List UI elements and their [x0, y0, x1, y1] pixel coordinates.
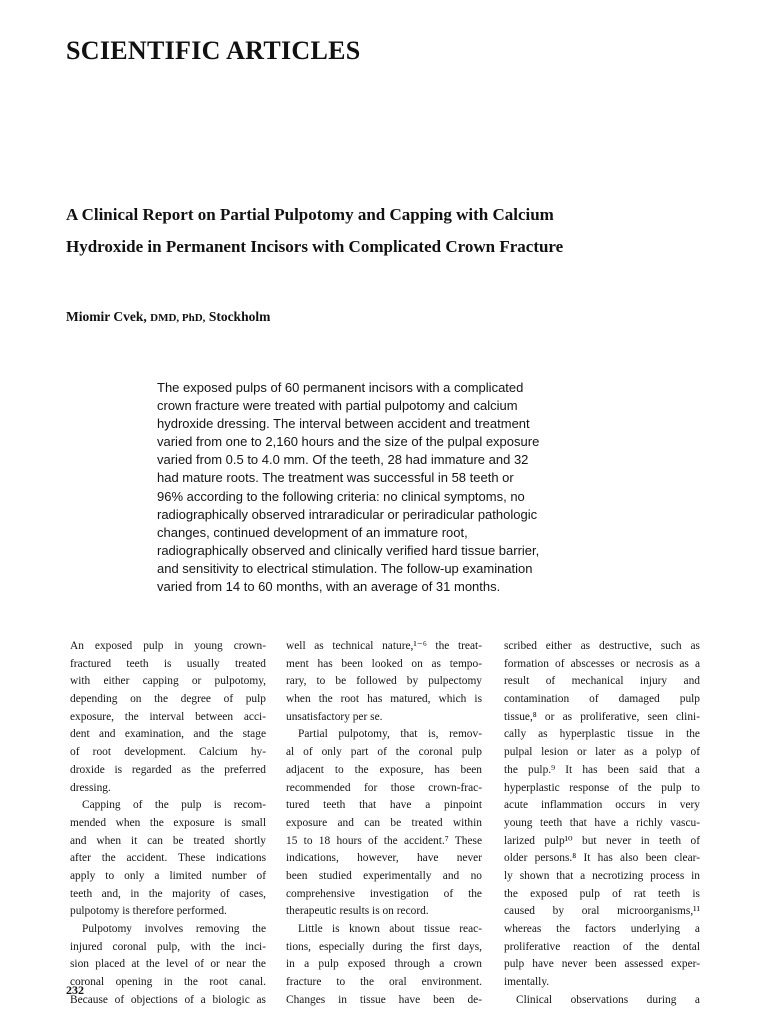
body-line: dent and examination, and the stage — [70, 728, 266, 741]
body-line: Because of objections of a biologic as — [70, 993, 266, 1006]
body-line: the pulp.⁹ It has been said that a — [504, 763, 700, 776]
body-line: apply to only a limited number of — [70, 869, 266, 882]
body-line: injured coronal pulp, with the inci- — [70, 940, 266, 953]
author-degrees: DMD, PhD, — [150, 312, 206, 324]
body-line: tissue,⁸ or as proliferative, seen clini- — [504, 710, 700, 723]
body-line: Little is known about tissue reac- — [298, 923, 482, 935]
body-line: pulpal lesion or later as a polyp of — [504, 746, 700, 759]
body-line: of root development. Calcium hy- — [70, 746, 266, 759]
abstract-line: varied from one to 2,160 hours and the size of the pulpal exposure — [157, 434, 540, 450]
body-line: formation of abscesses or necrosis as a — [504, 657, 700, 670]
abstract-line: The exposed pulps of 60 permanent incisors with a complicated — [157, 380, 524, 395]
body-column-3 — [504, 638, 700, 1009]
body-line: dressing. — [70, 781, 111, 794]
author-name: Miomir Cvek, — [66, 309, 147, 324]
body-line: recommended for those crown-frac- — [286, 781, 482, 794]
body-column-2 — [286, 638, 482, 1009]
body-line: fracture to the oral environment. — [286, 976, 482, 989]
body-line: depending on the degree of pulp — [70, 693, 266, 706]
body-line: pulpotomy is therefore performed. — [70, 905, 227, 918]
abstract-line: radiographically observed and clinically verified hard tissue barrier, — [157, 542, 540, 558]
body-line: in a pulp exposed through a crown — [286, 958, 482, 971]
body-line: Clinical observations during a — [516, 993, 700, 1006]
body-line: larized pulp¹⁰ but never in teeth of — [504, 834, 700, 847]
body-line: tured teeth that have a pinpoint — [286, 799, 482, 812]
body-line: pulp have never been assessed exper- — [504, 958, 700, 971]
body-line: young teeth that have a richly vascu- — [504, 816, 700, 829]
body-line: caused by oral microorganisms,¹¹ — [504, 905, 700, 918]
body-line: scribed either as destructive, such as — [504, 640, 700, 652]
body-line: hyperplastic response of the pulp to — [504, 781, 700, 794]
body-line: unsatisfactory per se. — [286, 710, 383, 723]
body-line: comprehensive investigation of the — [286, 887, 482, 900]
body-line: al of only part of the coronal pulp — [286, 746, 482, 759]
body-line: Pulpotomy involves removing the — [82, 923, 266, 935]
abstract-line: had mature roots. The treatment was successful in 58 teeth or — [157, 470, 514, 486]
body-line: exposure, the interval between acci- — [70, 710, 266, 723]
body-line: when the root has matured, which is — [286, 693, 482, 706]
author-city: Stockholm — [208, 309, 271, 324]
body-line: Partial pulpotomy, that is, remov- — [298, 728, 482, 741]
abstract-line: changes, continued development of an immature root, — [157, 524, 468, 540]
article-title-line-2: Hydroxide in Permanent Incisors with Complicated Crown Fracture — [66, 237, 564, 256]
article-title-line-1: A Clinical Report on Partial Pulpotomy and Capping with Calcium — [66, 205, 554, 224]
abstract-line: crown fracture were treated with partial pulpotomy and calcium — [157, 398, 518, 414]
body-line: ment has been looked on as tempo- — [286, 657, 482, 670]
body-line: and when it can be treated shortly — [70, 834, 266, 847]
body-line: adjacent to the exposure, has been — [286, 763, 482, 776]
abstract-line: radiographically observed intraradicular or periradicular pathologic — [157, 506, 538, 522]
abstract-line: hydroxide dressing. The interval between accident and treatment — [157, 416, 530, 432]
body-line: tions, especially during the first days, — [286, 940, 482, 953]
page-number: 232 — [66, 983, 84, 997]
body-line: after the accident. These indications — [70, 852, 266, 865]
body-line: mended when the exposure is small — [70, 816, 266, 829]
body-line: An exposed pulp in young crown- — [70, 640, 266, 652]
body-line: imentally. — [504, 976, 550, 989]
abstract — [157, 379, 627, 596]
body-line: exposure and can be treated within — [286, 816, 482, 829]
body-line: indications, however, have never — [286, 852, 482, 865]
abstract-line: varied from 0.5 to 4.0 mm. Of the teeth, 28 had immature and 32 — [157, 452, 529, 468]
section-heading: SCIENTIFIC ARTICLES — [66, 36, 361, 65]
body-line: cally as hyperplastic tissue in the — [504, 728, 700, 741]
body-line: the exposed pulp of rat teeth is — [504, 887, 700, 900]
body-line: contamination of damaged pulp — [504, 693, 700, 706]
body-line: been studied experimentally and no — [286, 869, 482, 882]
author-byline — [66, 309, 270, 325]
body-line: well as technical nature,¹⁻⁶ the treat- — [286, 640, 482, 652]
body-line: droxide is regarded as the preferred — [70, 763, 266, 776]
body-line: rary, to be followed by pulpectomy — [286, 675, 482, 688]
abstract-line: and sensitivity to electrical stimulation. The follow-up examination — [157, 560, 533, 576]
body-line: result of mechanical injury and — [504, 675, 700, 688]
body-line: acute inflammation occurs in very — [504, 799, 700, 812]
body-line: teeth and, in the majority of cases, — [70, 887, 266, 900]
body-line: older persons.⁸ It has also been clear- — [504, 852, 700, 865]
body-line: with either capping or pulpotomy, — [70, 675, 266, 688]
body-column-1 — [70, 638, 266, 1009]
body-line: sion placed at the level of or near the — [70, 958, 266, 971]
body-line: Capping of the pulp is recom- — [82, 799, 266, 812]
body-line: fractured teeth is usually treated — [70, 657, 266, 670]
body-line: whereas the factors underlying a — [504, 923, 700, 935]
body-line: coronal opening in the root canal. — [70, 976, 266, 989]
body-line: 15 to 18 hours of the accident.⁷ These — [286, 834, 482, 847]
body-line: therapeutic results is on record. — [286, 905, 429, 918]
body-line: Changes in tissue have been de- — [286, 993, 482, 1006]
body-line: proliferative reaction of the dental — [504, 940, 700, 953]
body-line: ly shown that a necrotizing process in — [504, 869, 700, 882]
abstract-line: 96% according to the following criteria: no clinical symptoms, no — [157, 488, 525, 504]
abstract-line: varied from 14 to 60 months, with an average of 31 months. — [157, 579, 501, 595]
